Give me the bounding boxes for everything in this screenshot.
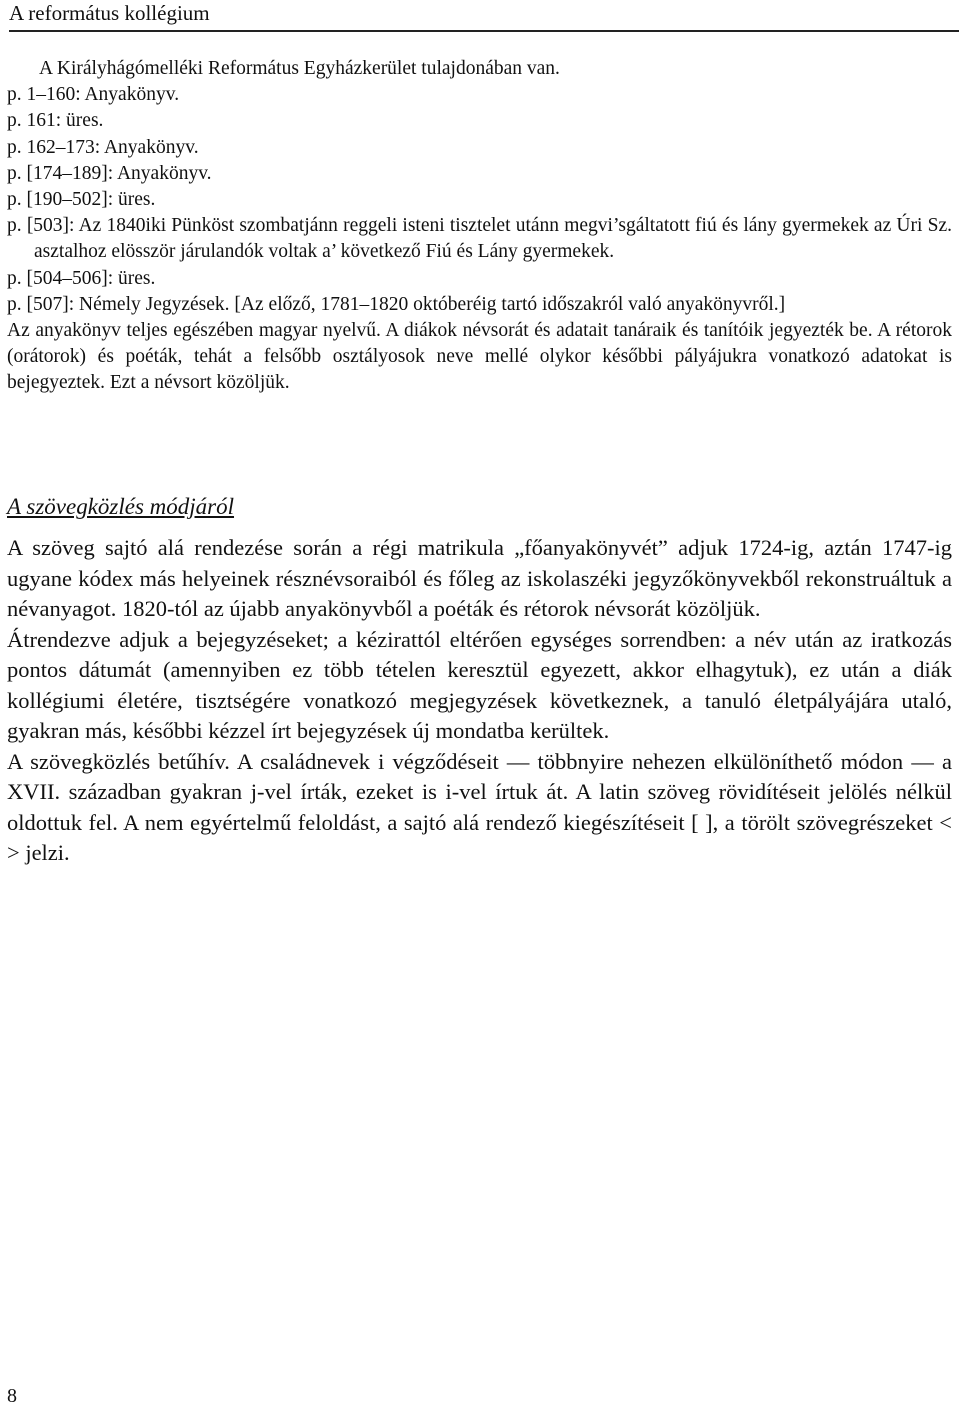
body-paragraph: A szöveg sajtó alá rendezése során a régi matrikula „főanyakönyvét” adjuk 1724-ig, aztán 1747-ig ugyane kódex más helyeinek résznévsoraiból és főleg az iskolaszéki jegyzőkönyvekből rekonstruáltuk a névanyagot. 1820-tól az újabb anyakönyvből a poéták és rétorok névsorát közöljük. [7, 535, 952, 621]
register-summary: Az anyakönyv teljes egészében magyar nyelvű. A diákok névsorát és adatait tanáraik és tanítóik jegyezték be. A rétorok (orátorok) és poéták, tehát a felsőbb osztályosok neve mellé olykor későbbi pályájukra vonatkozó adatokat is bejegyeztek. Ezt a névsort közöljük. [7, 320, 952, 394]
body-paragraph: Átrendezve adjuk a bejegyzéseket; a kézirattól eltérően egységes sorrendben: a név után az iratkozás pontos dátumát (amennyiben ez több tételen keresztül egyezett, akkor elhagytuk), ez után a diák kollégiumi életére, tisztségére vonatkozó megjegyzések következnek, a tanuló életpályájára utaló, gyakran más, későbbi kézzel írt bejegyzések új mondatba kerültek. [7, 626, 952, 743]
page-entry: p. [507]: Némely Jegyzések. [Az előző, 1781–1820 októberéig tartó időszakról való anyakönyvről.] [7, 293, 786, 315]
section-body [7, 533, 952, 869]
ownership-note: A Királyhágómelléki Református Egyházkerület tulajdonában van. [39, 58, 560, 79]
running-header: A református kollégium [9, 0, 959, 32]
section-title: A szövegközlés módjáról [7, 494, 235, 519]
page-number: 8 [7, 1385, 17, 1407]
page-entry: p. [174–189]: Anyakönyv. [7, 162, 212, 184]
page-entry: p. [504–506]: üres. [7, 267, 156, 289]
archive-notes [7, 56, 952, 397]
page-entry: p. [503]: Az 1840iki Pünköst szombatjánn reggeli isteni tisztelet utánn megvi’sgáltatott fiú és lány gyermekek az Úri Sz. asztalhoz elösször járulandók voltak a’ következő Fiú és Lány gyermekek. [7, 215, 952, 263]
page-entry: p. 162–173: Anyakönyv. [7, 136, 199, 158]
body-paragraph: A szövegközlés betűhív. A családnevek i végződéseit — többnyire nehezen elkülöníthető módon — a XVII. században gyakran j-vel írták, ezeket is i-vel írtuk át. A latin szöveg rövidítéseit jelölés nélkül oldottuk fel. A nem egyértelmű feloldást, a sajtó alá rendező kiegészítéseit [ ], a törölt szövegrészeket < > jelzi. [7, 748, 952, 865]
page-entry: p. 161: üres. [7, 110, 104, 132]
page-entry: p. 1–160: Anyakönyv. [7, 84, 180, 106]
page-entry: p. [190–502]: üres. [7, 189, 156, 211]
